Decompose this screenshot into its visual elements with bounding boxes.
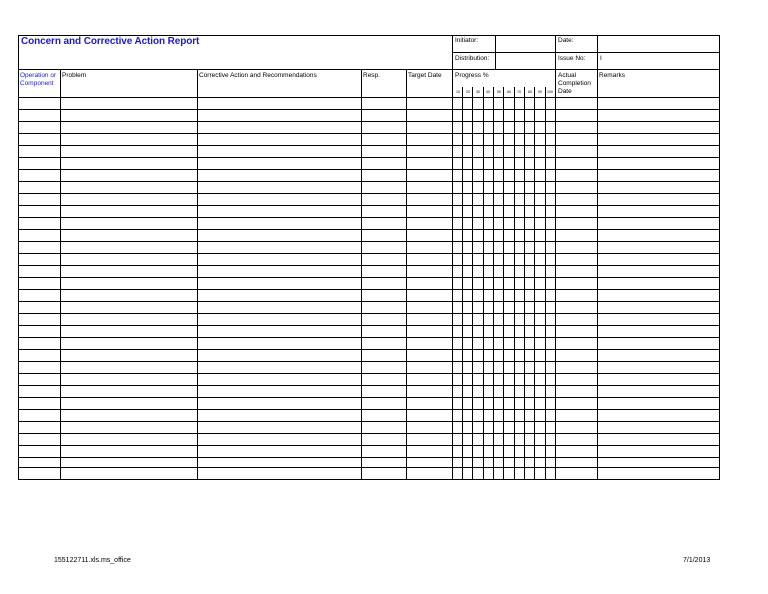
progress-step-label: 20	[466, 90, 470, 94]
col-divider-actual	[555, 69, 556, 480]
row-line	[18, 457, 720, 458]
distribution-label: Distribution:	[455, 55, 490, 62]
operation-header-line2: Component	[20, 80, 54, 87]
operation-header-line1: Operation or	[20, 72, 57, 79]
frame-left-border	[18, 35, 19, 480]
row-line	[18, 361, 720, 362]
row-line	[18, 385, 720, 386]
progress-step-label: 80	[528, 90, 532, 94]
row-line	[18, 301, 720, 302]
row-line	[18, 253, 720, 254]
footer-date: 7/1/2013	[683, 557, 711, 564]
progress-header: Progress %	[455, 72, 489, 79]
row-line	[18, 373, 720, 374]
actual-header-line1: Actual	[558, 72, 577, 79]
row-line	[18, 265, 720, 266]
progress-step-label: 50	[497, 90, 501, 94]
row-line	[18, 433, 720, 434]
col-divider-problem	[60, 69, 61, 480]
actual-header-line2: Completion	[558, 80, 591, 87]
row-line	[18, 217, 720, 218]
report-title: Concern and Corrective Action Report	[21, 36, 200, 47]
row-line	[18, 397, 720, 398]
row-line	[18, 409, 720, 410]
resp-header: Resp.	[363, 72, 380, 79]
row-line	[18, 121, 720, 122]
problem-header: Problem	[62, 72, 87, 79]
header-mid-line	[452, 52, 720, 53]
issue-label: Issue No:	[558, 55, 586, 62]
row-line	[18, 349, 720, 350]
progress-step-label: 30	[476, 90, 480, 94]
date-label: Date:	[558, 37, 574, 44]
target-date-header: Target Date	[408, 72, 442, 79]
issue-value[interactable]: I	[600, 55, 602, 62]
initiator-label: Initiator:	[455, 37, 479, 44]
footer-filename: 155122711.xls.ms_office	[54, 557, 131, 564]
row-line	[18, 337, 720, 338]
row-line	[18, 277, 720, 278]
row-line	[18, 229, 720, 230]
row-line	[18, 467, 720, 468]
col-divider-resp	[361, 69, 362, 480]
remarks-header: Remarks	[599, 72, 626, 79]
row-line	[18, 157, 720, 158]
progress-step-label: 70	[517, 90, 521, 94]
distribution-field[interactable]	[496, 53, 555, 69]
col-divider-target	[406, 69, 407, 480]
row-line	[18, 109, 720, 110]
col-divider-progress	[452, 69, 453, 480]
row-line	[18, 193, 720, 194]
progress-step-label: 40	[486, 90, 490, 94]
row-line	[18, 145, 720, 146]
row-line	[18, 241, 720, 242]
row-line	[18, 181, 720, 182]
actual-header-line3: Date	[558, 88, 572, 95]
row-line	[18, 445, 720, 446]
row-line	[18, 421, 720, 422]
col-divider-remarks	[597, 69, 598, 480]
progress-step-label: 90	[538, 90, 542, 94]
date-field[interactable]	[598, 36, 719, 52]
header-divider-date	[555, 35, 556, 69]
progress-step-label: 60	[507, 90, 511, 94]
column-header-bottom-line	[18, 97, 720, 98]
col-divider-corrective	[197, 69, 198, 480]
initiator-field[interactable]	[496, 36, 555, 52]
row-line	[18, 133, 720, 134]
header-bottom-line	[18, 69, 720, 70]
row-line	[18, 313, 720, 314]
progress-step-label: 100	[547, 90, 553, 94]
progress-step-label: 10	[456, 90, 460, 94]
row-line	[18, 289, 720, 290]
row-line	[18, 325, 720, 326]
row-line	[18, 205, 720, 206]
row-line	[18, 169, 720, 170]
corrective-header: Corrective Action and Recommendations	[199, 72, 317, 79]
header-divider-initiator	[452, 35, 453, 69]
frame-right-border	[719, 35, 720, 480]
frame-bottom-border	[18, 479, 720, 480]
